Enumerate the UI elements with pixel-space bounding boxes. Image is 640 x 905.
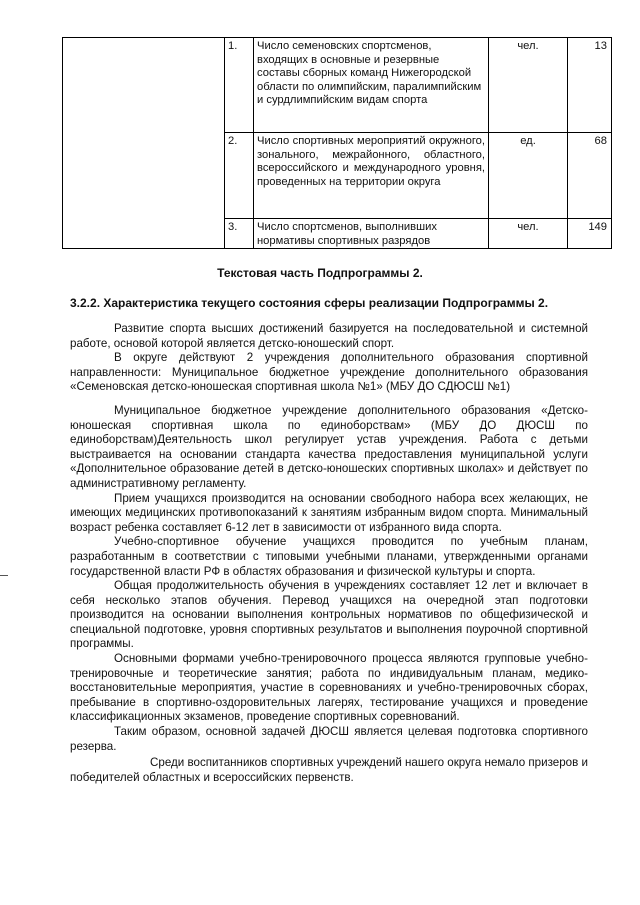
indicators-table xyxy=(62,37,612,249)
indicator-unit: ед. xyxy=(489,133,568,219)
subsection-title: 3.2.2. Характеристика текущего состояния сферы реализации Подпрограммы 2. xyxy=(70,296,549,310)
section-title: Текстовая часть Подпрограммы 2. xyxy=(217,266,423,280)
paragraph: Муниципальное бюджетное учреждение дополнительного образования «Детско-юношеская спортивная школа по единоборствам» (МБУ ДО ДЮСШ по единоборствам)Деятельность школ регулирует устав учреждения. Работа с детьми выстраивается на основании стандарта качества предоставления муниципальной услуги «Дополнительное образование детей в детско-юношеских спортивных школах» и действует по административному регламенту. xyxy=(70,403,588,490)
indicator-unit: чел. xyxy=(489,219,568,249)
row-number: 1. xyxy=(225,38,254,133)
paragraph: Среди воспитанников спортивных учреждений нашего округа немало призеров и победителей областных и всероссийских первенств. xyxy=(70,756,588,784)
paragraph: Прием учащихся производится на основании свободного набора всех желающих, не имеющих медицинских противопоказаний к занятиям избранным видом спорта. Минимальный возраст ребенка составляет 6-12 лет в зависимости от избранного вида спорта. xyxy=(70,491,588,534)
paragraph: Основными формами учебно-тренировочного процесса являются групповые учебно-тренировочные и теоретические занятия; работа по индивидуальным планам, медико-восстановительные мероприятия, участие в соревнованиях и учебно-тренировочных сборах, пребывание в спортивно-оздоровительных лагерях, тестирование учащихся и проведение классификационных экзаменов, проведение спортивных соревнований. xyxy=(70,652,588,724)
paragraph: Общая продолжительность обучения в учреждениях составляет 12 лет и включает в себя несколько этапов обучения. Перевод учащихся на очередной этап подготовки производится на основании выполнения контрольных нормативов по общефизической и специальной подготовке, уровня спортивных результатов и выполнения поурочной спортивной программы. xyxy=(70,579,588,651)
paragraph: Развитие спорта высших достижений базируется на последовательной и системной работе, основой которой является детско-юношеский спорт. xyxy=(70,322,588,350)
indicator-value: 68 xyxy=(568,133,612,219)
table-row xyxy=(63,38,612,133)
paragraph: Таким образом, основной задачей ДЮСШ является целевая подготовка спортивного резерва. xyxy=(70,725,588,753)
paragraph: Учебно-спортивное обучение учащихся проводится по учебным планам, разработанным в соответствии с типовыми учебными планами, утвержденными органами государственной власти РФ в областях образования и физической культуры и спорта. xyxy=(70,535,588,578)
indicator-unit: чел. xyxy=(489,38,568,133)
body-text xyxy=(70,322,588,785)
indicator-name: Число спортсменов, выполнивших нормативы спортивных разрядов xyxy=(254,219,489,249)
row-number: 3. xyxy=(225,219,254,249)
indicator-name: Число семеновских спортсменов, входящих в основные и резервные составы сборных команд Нижегородской области по олимпийским, паралимпийским и сурдлимпийским видам спорта xyxy=(254,38,489,133)
indicator-name: Число спортивных мероприятий окружного, зонального, межрайонного, областного, всероссийского и международного уровня, проведенных на территории округа xyxy=(254,133,489,219)
paragraph: В округе действуют 2 учреждения дополнительного образования спортивной направленности: Муниципальное бюджетное учреждение дополнительного образования «Семеновская детско-юношеская спортивная школа №1» (МБУ ДО СДЮСШ №1) xyxy=(70,351,588,394)
indicator-value: 149 xyxy=(568,219,612,249)
margin-mark xyxy=(0,575,8,576)
table-empty-cell xyxy=(63,38,225,249)
row-number: 2. xyxy=(225,133,254,219)
indicator-value: 13 xyxy=(568,38,612,133)
